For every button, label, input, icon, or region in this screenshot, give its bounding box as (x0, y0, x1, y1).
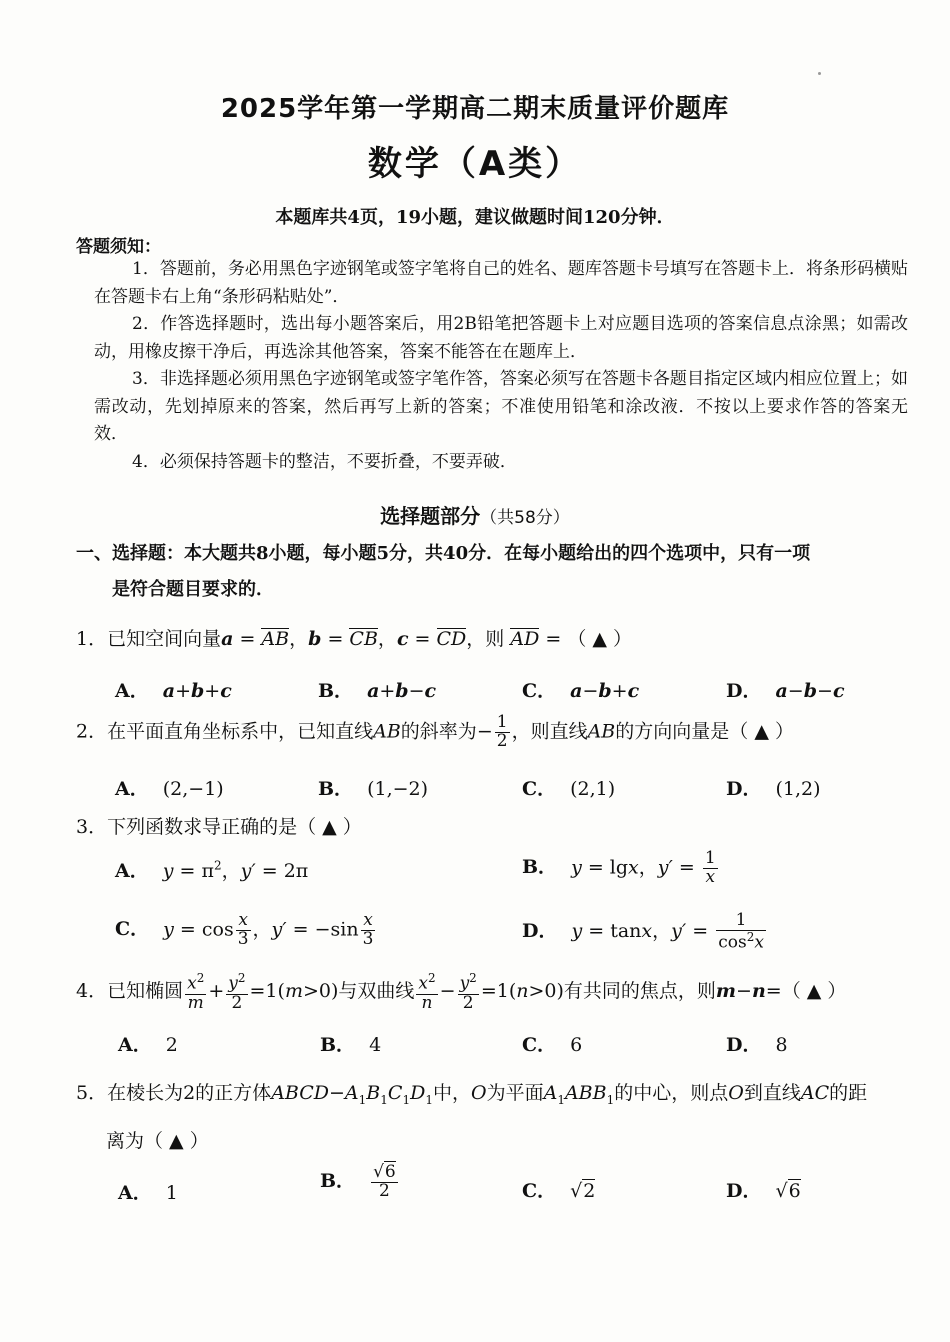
q4-option-d: D． 8 (726, 1034, 788, 1056)
q2-option-d: D． (1,2) (726, 778, 821, 800)
notice-item-4: 4．必须保持答题卡的整洁，不要折叠，不要弄破． (132, 452, 517, 472)
q5-option-b: B． $\frac{√6}{2}$ (320, 1162, 396, 1201)
question-3-stem: 3．下列函数求导正确的是（ ▲ ） (76, 816, 362, 838)
q5-option-c: C． √2 (522, 1180, 596, 1202)
notice-item-1: 1．答题前，务必用黑色字迹钢笔或签字笔将自己的姓名、题库答题卡号填写在答题卡上．将条形码横贴在答题卡右上角“条形码粘贴处”． (94, 259, 908, 307)
q1-option-a: A． a+b+c (115, 680, 232, 702)
question-2-stem: 2．在平面直角坐标系中，已知直线AB的斜率为− $\frac{1}{2}$ ，则直线AB的方向向量是（ ▲ ） (76, 712, 794, 751)
q1-option-b: B． a+b−c (318, 680, 437, 702)
q3-option-d: D． y = tanx，y′ = $\frac{1}{\cos^2x}$ (522, 910, 764, 953)
notice-item-3: 3．非选择题必须用黑色字迹钢笔或签字笔作答，答案必须写在答题卡各题目指定区域内相应位置上；如需改动，先划掉原来的答案，然后再写上新的答案；不准使用铅笔和涂改液．不按以上要求作答的答案无效． (94, 369, 908, 444)
question-5-stem-cont: 离为（ ▲ ） (106, 1130, 209, 1152)
q5-option-d: D． √6 (726, 1180, 801, 1202)
exam-intro: 本题库共4页，19小题，建议做题时间120分钟． (275, 207, 675, 228)
notice-heading: 答题须知： (76, 237, 161, 257)
q2-option-b: B． (1,−2) (318, 778, 429, 800)
section-heading (0, 500, 950, 529)
q4-option-a: A． 2 (118, 1034, 178, 1056)
scan-speck (818, 72, 821, 75)
q5-option-a: A． 1 (118, 1182, 178, 1204)
question-1-stem: 1．已知空间向量a = AB，b = CB，c = CD，则 AD = （ ▲ ） (76, 628, 633, 650)
page-title: 2025学年第一学期高二期末质量评价题库 (220, 94, 730, 124)
question-number: 1． (76, 628, 108, 650)
answer-mark: （ ▲ ） (297, 816, 362, 838)
answer-mark: （ ▲ ） (781, 980, 847, 1003)
q4-option-c: C． 6 (522, 1034, 583, 1056)
q1-option-d: D． a−b−c (726, 680, 845, 702)
question-text: 已知空间向量 (107, 628, 222, 650)
part-heading (76, 536, 912, 608)
part-heading-line2: 是符合题目要求的． (112, 579, 274, 600)
q2-option-c: C． (2,1) (522, 778, 616, 800)
question-4-stem: 4．已知椭圆 $\frac{x^2}{m}$ + $\frac{y^2}{2}$ =1(m>0)与双曲线 $\frac{x^2}{n}$ − $\frac{y^2}{2}$ =1(n>0)有共同的焦点，则m−n=（ ▲ ） (76, 971, 847, 1013)
answer-mark: （ ▲ ） (729, 720, 794, 743)
answer-mark: （ ▲ ） (567, 628, 633, 650)
answer-mark: （ ▲ ） (144, 1130, 209, 1152)
question-5-stem: 5．在棱长为2的正方体$ABCD-A_1B_1C_1D_1$中，O为平面$A_1ABB_1$的中心，则点O到直线AC的距 (76, 1082, 868, 1107)
section-title: 选择题部分 (380, 504, 481, 528)
q3-option-b: B． y = lgx，y′ = $\frac{1}{x}$ (522, 848, 716, 887)
q3-option-c: C． y = cos $\frac{x}{3}$ ，y′ = −sin $\frac{x}{3}$ (115, 910, 374, 949)
notice-item-2: 2．作答选择题时，选出每小题答案后，用2B铅笔把答题卡上对应题目选项的答案信息点涂黑；如需改动，用橡皮擦干净后，再选涂其他答案，答案不能答在在题库上． (94, 314, 908, 362)
page-subtitle: 数学（A类） (367, 144, 583, 184)
q1-option-c: C． a−b+c (522, 680, 640, 702)
q3-option-a: A． $y = \pi^2$，y′ = 2π (115, 858, 309, 882)
part-heading-line1: 一、选择题：本大题共8小题，每小题5分，共40分．在每小题给出的四个选项中，只有一项 (76, 543, 811, 564)
q2-option-a: A． (2,−1) (115, 778, 224, 800)
section-points: （共58分） (480, 508, 570, 528)
q4-option-b: B． 4 (320, 1034, 382, 1056)
